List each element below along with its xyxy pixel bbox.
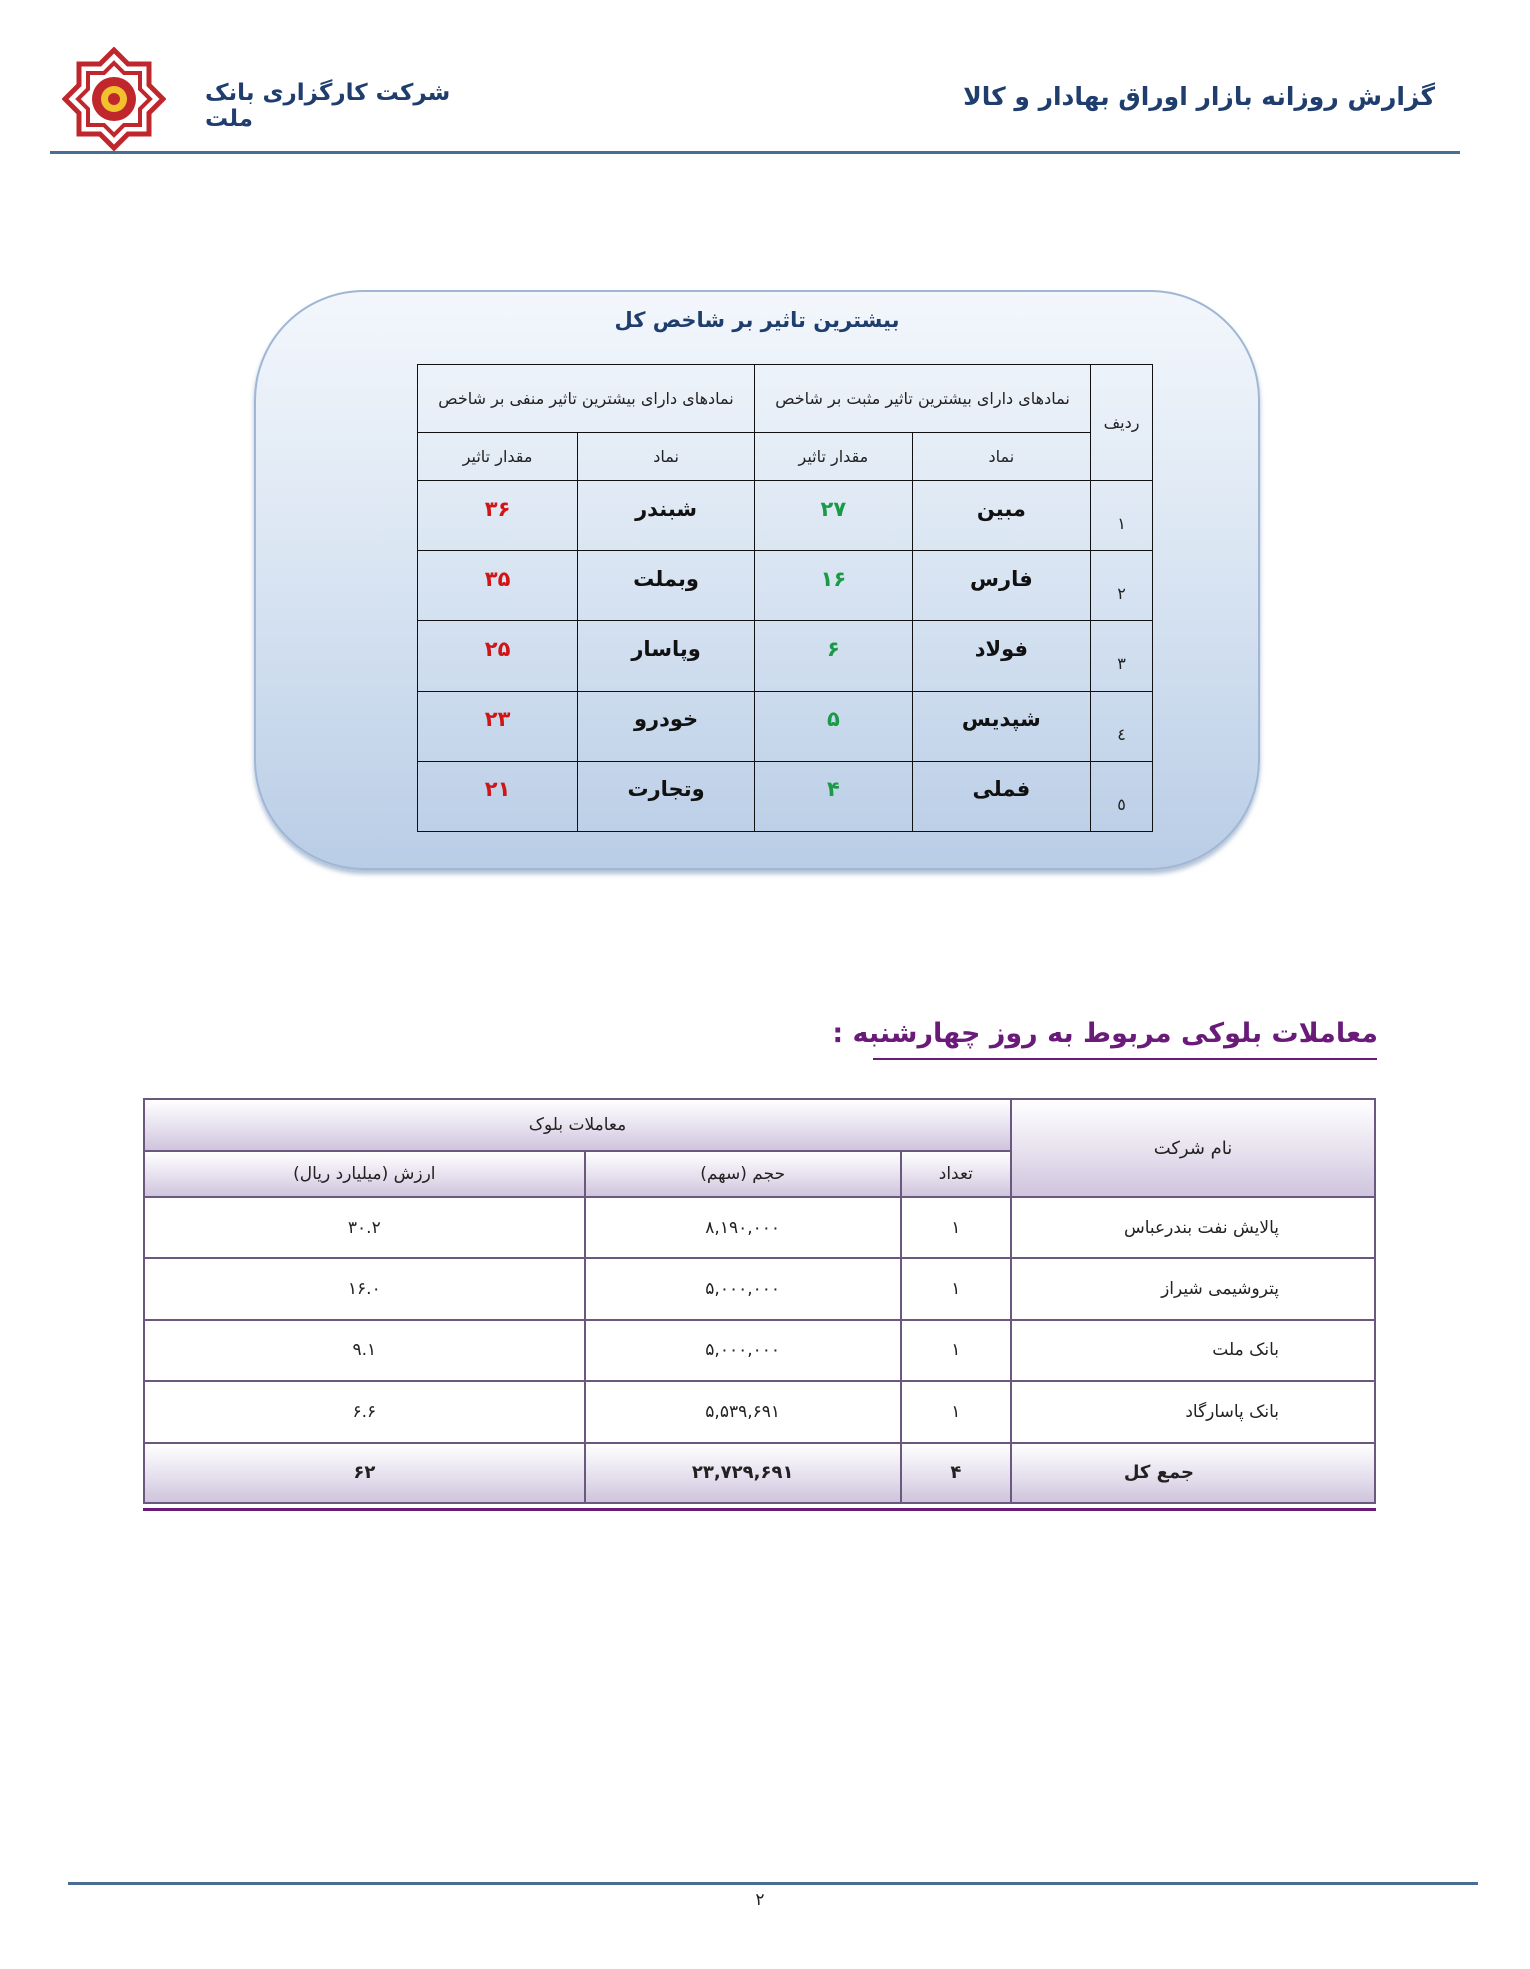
index-impact-title: بیشترین تاثیر بر شاخص کل	[614, 308, 900, 332]
value-cell: ۱۶.۰	[144, 1258, 585, 1319]
table-row	[144, 1381, 1375, 1442]
negative-value: ۳۶	[418, 481, 578, 551]
volume-header: حجم (سهم)	[585, 1151, 901, 1197]
negative-symbol: وتجارت	[578, 761, 755, 831]
positive-value: ۲۷	[754, 481, 912, 551]
table-row	[418, 691, 1153, 761]
value-cell: ۳۰.۲	[144, 1197, 585, 1258]
negative-impact-header: نمادهای دارای بیشترین تاثیر منفی بر شاخص	[418, 365, 755, 433]
total-label: جمع کل	[1011, 1443, 1375, 1503]
positive-symbol-header: نماد	[912, 433, 1090, 481]
negative-value: ۲۱	[418, 761, 578, 831]
table-row	[418, 621, 1153, 691]
block-trades-title-underline	[873, 1058, 1377, 1060]
value-cell: ۶.۶	[144, 1381, 585, 1442]
volume-cell: ۵,۰۰۰,۰۰۰	[585, 1320, 901, 1381]
negative-symbol: وبملت	[578, 551, 755, 621]
negative-symbol: خودرو	[578, 691, 755, 761]
row-number: ۱	[1091, 481, 1153, 551]
value-header: ارزش (میلیارد ریال)	[144, 1151, 585, 1197]
positive-value: ۴	[754, 761, 912, 831]
total-value: ۶۲	[144, 1443, 585, 1503]
count-header: تعداد	[901, 1151, 1011, 1197]
negative-symbol: وپاسار	[578, 621, 755, 691]
block-trades-table	[143, 1098, 1376, 1504]
index-impact-table	[417, 364, 1153, 832]
positive-symbol: شپدیس	[912, 691, 1090, 761]
negative-amount-header: مقدار تاثیر	[418, 433, 578, 481]
count-cell: ۱	[901, 1381, 1011, 1442]
table-row	[144, 1197, 1375, 1258]
positive-value: ۱۶	[754, 551, 912, 621]
value-cell: ۹.۱	[144, 1320, 585, 1381]
negative-symbol: شبندر	[578, 481, 755, 551]
report-title: گزارش روزانه بازار اوراق بهادار و کالا	[963, 82, 1435, 111]
row-number: ٤	[1091, 691, 1153, 761]
row-number: ۲	[1091, 551, 1153, 621]
table-row	[418, 761, 1153, 831]
positive-value: ۵	[754, 691, 912, 761]
block-trades-title: معاملات بلوکی مربوط به روز چهارشنبه :	[832, 1018, 1378, 1049]
row-number: ۳	[1091, 621, 1153, 691]
total-count: ۴	[901, 1443, 1011, 1503]
positive-value: ۶	[754, 621, 912, 691]
company-cell: بانک پاسارگاد	[1011, 1381, 1375, 1442]
company-cell: پالایش نفت بندرعباس	[1011, 1197, 1375, 1258]
negative-value: ۳۵	[418, 551, 578, 621]
volume-cell: ۸,۱۹۰,۰۰۰	[585, 1197, 901, 1258]
footer-divider	[68, 1882, 1478, 1885]
negative-value: ۲۵	[418, 621, 578, 691]
positive-symbol: فولاد	[912, 621, 1090, 691]
positive-symbol: فارس	[912, 551, 1090, 621]
table-row	[144, 1258, 1375, 1319]
company-cell: پتروشیمی شیراز	[1011, 1258, 1375, 1319]
positive-impact-header: نمادهای دارای بیشترین تاثیر مثبت بر شاخص	[754, 365, 1090, 433]
total-row	[144, 1443, 1375, 1503]
block-trades-group-header: معاملات بلوک	[144, 1099, 1011, 1151]
count-cell: ۱	[901, 1258, 1011, 1319]
table-row	[418, 481, 1153, 551]
table-row	[418, 551, 1153, 621]
negative-value: ۲۳	[418, 691, 578, 761]
count-cell: ۱	[901, 1197, 1011, 1258]
company-name-header: نام شرکت	[1011, 1099, 1375, 1197]
row-number: ٥	[1091, 761, 1153, 831]
header-divider	[50, 151, 1460, 154]
block-trades-bottom-border	[143, 1508, 1376, 1511]
table-row	[144, 1320, 1375, 1381]
positive-symbol: فملی	[912, 761, 1090, 831]
company-name: شرکت کارگزاری بانک ملت	[205, 80, 451, 132]
volume-cell: ۵,۵۳۹,۶۹۱	[585, 1381, 901, 1442]
positive-symbol: مبین	[912, 481, 1090, 551]
bank-mellat-logo-icon	[62, 47, 166, 151]
positive-amount-header: مقدار تاثیر	[754, 433, 912, 481]
count-cell: ۱	[901, 1320, 1011, 1381]
row-number-header: ردیف	[1091, 365, 1153, 481]
negative-symbol-header: نماد	[578, 433, 755, 481]
page-number: ۲	[755, 1890, 765, 1910]
company-cell: بانک ملت	[1011, 1320, 1375, 1381]
total-volume: ۲۳,۷۲۹,۶۹۱	[585, 1443, 901, 1503]
volume-cell: ۵,۰۰۰,۰۰۰	[585, 1258, 901, 1319]
